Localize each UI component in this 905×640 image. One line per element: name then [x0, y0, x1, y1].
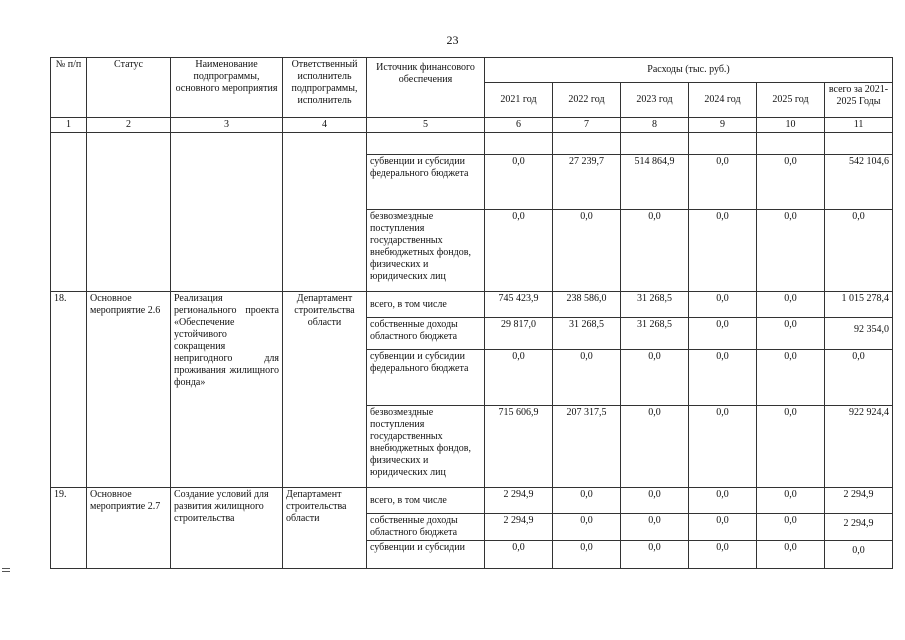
- value-cell: 0,0: [621, 406, 689, 488]
- value-cell: 0,0: [757, 514, 825, 541]
- budget-table: [50, 57, 893, 569]
- item-number: 18.: [51, 292, 87, 488]
- value-cell: 514 864,9: [621, 155, 689, 210]
- value-cell: 29 817,0: [485, 318, 553, 350]
- column-number: 6: [485, 118, 553, 133]
- column-number: 7: [553, 118, 621, 133]
- header-year-2024: 2024 год: [689, 83, 757, 118]
- header-year-2022: 2022 год: [553, 83, 621, 118]
- header-name: Наименование подпрограммы, основного мероприятия: [171, 58, 283, 118]
- value-cell: 0,0: [825, 210, 893, 292]
- value-cell: 0,0: [757, 488, 825, 514]
- value-cell: 0,0: [757, 210, 825, 292]
- value-cell: 0,0: [553, 210, 621, 292]
- header-responsible: Ответственный исполнитель подпрограммы, исполнитель: [283, 58, 367, 118]
- value-cell: 207 317,5: [553, 406, 621, 488]
- value-cell: 0,0: [757, 406, 825, 488]
- value-cell: 0,0: [757, 318, 825, 350]
- value-cell: 0,0: [825, 541, 893, 569]
- value-cell: 0,0: [553, 514, 621, 541]
- value-cell: 0,0: [689, 292, 757, 318]
- source-cell: субвенции и субсидии федерального бюджета: [367, 350, 485, 406]
- column-number: 2: [87, 118, 171, 133]
- value-cell: 31 268,5: [621, 292, 689, 318]
- value-cell: 0,0: [757, 541, 825, 569]
- header-total: всего за 2021-2025 Годы: [825, 83, 893, 118]
- value-cell: 0,0: [621, 514, 689, 541]
- value-cell: 0,0: [689, 350, 757, 406]
- value-cell: 2 294,9: [485, 488, 553, 514]
- spacer-row: [51, 133, 893, 155]
- source-cell: безвозмездные поступления государственных внебюджетных фондов, физических и юридических лиц: [367, 406, 485, 488]
- value-cell: 0,0: [757, 292, 825, 318]
- item-status: Основное мероприятие 2.6: [87, 292, 171, 488]
- column-number: 5: [367, 118, 485, 133]
- header-status: Статус: [87, 58, 171, 118]
- value-cell: 0,0: [621, 541, 689, 569]
- value-cell: 238 586,0: [553, 292, 621, 318]
- header-expenses: Расходы (тыс. руб.): [485, 58, 893, 83]
- source-cell: всего, в том числе: [367, 292, 485, 318]
- column-number: 8: [621, 118, 689, 133]
- header-source: Источник финансового обеспечения: [367, 58, 485, 118]
- value-cell: 0,0: [689, 155, 757, 210]
- value-cell: 922 924,4: [825, 406, 893, 488]
- header-no: № п/п: [51, 58, 87, 118]
- header-row: [51, 58, 893, 83]
- value-cell: 0,0: [621, 350, 689, 406]
- column-numbers-row: [51, 118, 893, 133]
- value-cell: 0,0: [485, 210, 553, 292]
- value-cell: 0,0: [689, 514, 757, 541]
- item-responsible: Департамент строительства области: [283, 488, 367, 569]
- value-cell: 31 268,5: [621, 318, 689, 350]
- column-number: 4: [283, 118, 367, 133]
- value-cell: 0,0: [621, 210, 689, 292]
- item-number: 19.: [51, 488, 87, 569]
- item-name: Реализация регионального проекта «Обеспечение устойчивого сокращения непригодного для проживания жилищного фонда»: [171, 292, 283, 488]
- value-cell: 0,0: [825, 350, 893, 406]
- value-cell: 0,0: [553, 541, 621, 569]
- value-cell: 0,0: [757, 350, 825, 406]
- value-cell: 715 606,9: [485, 406, 553, 488]
- source-cell: безвозмездные поступления государственных внебюджетных фондов, физических и юридических лиц: [367, 210, 485, 292]
- value-cell: 92 354,0: [825, 318, 893, 350]
- source-cell: субвенции и субсидии: [367, 541, 485, 569]
- value-cell: 0,0: [689, 210, 757, 292]
- value-cell: 0,0: [485, 350, 553, 406]
- page-number: 23: [446, 33, 459, 47]
- value-cell: 27 239,7: [553, 155, 621, 210]
- source-cell: собственные доходы областного бюджета: [367, 318, 485, 350]
- value-cell: 1 015 278,4: [825, 292, 893, 318]
- value-cell: 0,0: [621, 488, 689, 514]
- item-status: Основное мероприятие 2.7: [87, 488, 171, 569]
- value-cell: 542 104,6: [825, 155, 893, 210]
- source-cell: собственные доходы областного бюджета: [367, 514, 485, 541]
- value-cell: 0,0: [553, 350, 621, 406]
- table-row: [51, 292, 893, 318]
- scan-margin-mark: [2, 568, 10, 576]
- value-cell: 0,0: [689, 488, 757, 514]
- value-cell: 0,0: [485, 541, 553, 569]
- value-cell: 0,0: [689, 541, 757, 569]
- source-cell: субвенции и субсидии федерального бюджета: [367, 155, 485, 210]
- table-row: [51, 488, 893, 514]
- value-cell: 0,0: [689, 318, 757, 350]
- value-cell: 2 294,9: [825, 488, 893, 514]
- value-cell: 2 294,9: [825, 514, 893, 541]
- source-cell: всего, в том числе: [367, 488, 485, 514]
- column-number: 10: [757, 118, 825, 133]
- item-name: Создание условий для развития жилищного строительства: [171, 488, 283, 569]
- value-cell: 0,0: [757, 155, 825, 210]
- column-number: 11: [825, 118, 893, 133]
- item-responsible: Департамент строительства области: [283, 292, 367, 488]
- value-cell: 0,0: [485, 155, 553, 210]
- value-cell: 2 294,9: [485, 514, 553, 541]
- column-number: 1: [51, 118, 87, 133]
- value-cell: 0,0: [553, 488, 621, 514]
- column-number: 9: [689, 118, 757, 133]
- value-cell: 745 423,9: [485, 292, 553, 318]
- value-cell: 31 268,5: [553, 318, 621, 350]
- column-number: 3: [171, 118, 283, 133]
- value-cell: 0,0: [689, 406, 757, 488]
- header-year-2025: 2025 год: [757, 83, 825, 118]
- header-year-2021: 2021 год: [485, 83, 553, 118]
- header-year-2023: 2023 год: [621, 83, 689, 118]
